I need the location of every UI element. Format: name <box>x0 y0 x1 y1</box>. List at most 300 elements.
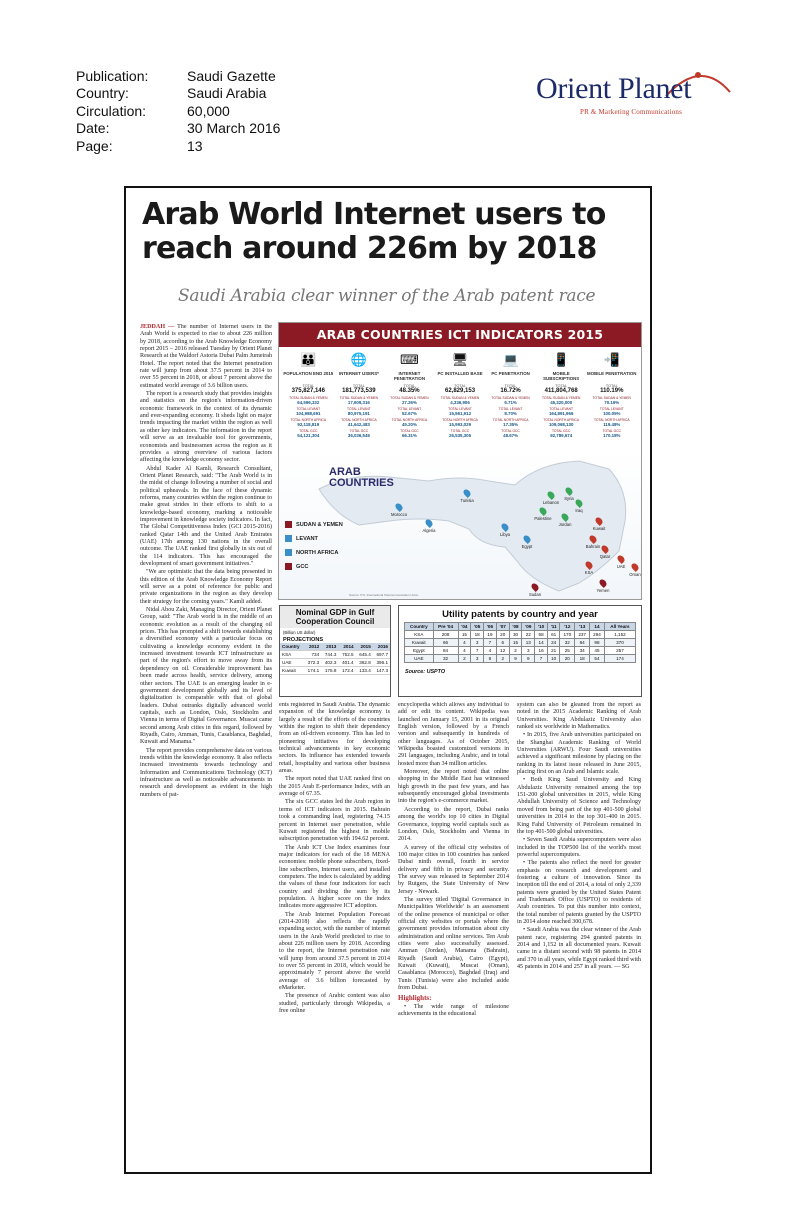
sub-label: TOTAL SUDAN & YEMEN <box>289 396 328 400</box>
sub-label: TOTAL GCC <box>299 429 318 433</box>
table-cell: 15 <box>509 639 522 647</box>
sub-label: TOTAL GCC <box>551 429 571 433</box>
map-title-line: ARAB <box>329 466 361 478</box>
sub-value: 64,596,332 <box>297 400 320 405</box>
table-cell: 32 <box>433 655 458 663</box>
map-pin-icon <box>574 498 584 508</box>
sub-label: TOTAL NORTH AFRICA <box>492 418 529 422</box>
table-cell: 84 <box>575 639 590 647</box>
sub-value: 164,891,966 <box>548 411 574 416</box>
sub-value: 26,535,305 <box>449 433 472 438</box>
paragraph: The Arab ICT Use Index examines four major indicators for each of the 18 MENA economies: mobile phone subscribers, fixed-line subscribers, Internet users, and installed computers. The index is calculated by adding the values of these four indicators for each country and dividing the sum by its population. A higher score on the index indicates more aggressive ICT adoption. <box>279 844 390 910</box>
paragraph: The report noted that UAE ranked first on the 2015 Arab E-performance Index, with an average of 67.35. <box>279 776 390 798</box>
sub-value: 92,118,819 <box>297 422 320 427</box>
paragraph: The report is a research study that provides insights and statistics on the region's information-driven economic framework in the context of its dynamic and ever-expanding economy. It sheds light on major trends impacting the market within the region as well as other key indicators. The information in the report will serve as an invaluable tool for governments, economists and businessmen across the region as it provides a strong overview of various factors affecting the knowledge economy sector. <box>140 391 272 464</box>
legend-label: LEVANT <box>296 535 318 542</box>
map-pin-icon <box>500 522 510 532</box>
smartphone-icon: 📲 <box>603 352 620 367</box>
table-cell: 12 <box>496 647 509 655</box>
country-label: Lebanon <box>542 500 560 505</box>
paragraph: "We are optimistic that the data being presented in this edition of the Arab Knowledge Economy Report will serve as a point of reference for public and private organizations in the region as they develop their strategy for the coming years." Kamli added. <box>140 569 272 605</box>
article-headline: Arab World Internet users to reach around 226m by 2018 <box>142 197 606 266</box>
map-pin-icon <box>584 560 594 570</box>
sub-label: TOTAL SUDAN & YEMEN <box>542 396 581 400</box>
table-cell: 2 <box>458 655 471 663</box>
table-cell: 98 <box>590 639 605 647</box>
table-cell: All Years <box>604 623 635 631</box>
table-cell: 3 <box>471 655 484 663</box>
table-cell: 34 <box>575 647 590 655</box>
map-pin-icon <box>560 512 570 522</box>
indicator-label: MOBILE SUBSCRIPTIONS <box>543 371 580 381</box>
table-cell: 6 <box>496 639 509 647</box>
table-cell: 2014 <box>338 643 355 651</box>
table-cell: 9 <box>509 655 522 663</box>
paragraph: The six GCC states led the Arab region in terms of ICT indicators in 2015. Bahrain took a commanding lead, registering 74.15 percent in Internet user penetration, while Kuwait registered the highest in mobile subscription penetration with 194.62 percent. <box>279 799 390 843</box>
map-pin-icon <box>522 534 532 544</box>
paragraph: Abdul Kader Al Kamli, Research Consultant, Orient Planet Research, said: "The Arab World is in the midst of change following a number of social and political upheavals. In the face of these dynamic reforms, many countries within the region continue to make great strides in their efforts to shift to a knowledge-based economy, marking a noticeable improvement in knowledge society indicators. In fact, The Global Competitiveness Index (GCI 2015-2016) ranked Qatar 14th and the United Arab Emirates (UAE) 17th among 130 nations in the overall outcome. The UAE ranked first globally in six out of the 114 indicators. This has encouraged the development of smart government initiatives." <box>140 465 272 567</box>
table-cell: 3 <box>471 639 484 647</box>
sub-value: 66.31% <box>401 433 417 438</box>
table-cell: 402.3 <box>321 659 338 667</box>
map-pin-icon <box>538 506 548 516</box>
legend-label: SUDAN & YEMEN <box>296 521 343 528</box>
publication-meta <box>76 68 280 155</box>
map-pin-icon <box>394 502 404 512</box>
sub-value: 17.35% <box>503 422 519 427</box>
map-pin-icon <box>630 562 640 572</box>
gdp-table-box <box>279 605 391 697</box>
table-cell: 752.5 <box>338 651 355 659</box>
meta-key: Country: <box>76 85 129 102</box>
total-label: TOTAL <box>302 384 315 388</box>
map-pin-egypt <box>512 535 542 549</box>
indicator-label: MOBILE PENETRATION <box>587 371 637 376</box>
table-cell: Country <box>280 643 304 651</box>
meta-value: Saudi Arabia <box>187 85 267 102</box>
legend-swatch <box>285 563 292 570</box>
sub-label: TOTAL NORTH AFRICA <box>543 418 579 422</box>
map-pin-icon <box>462 488 472 498</box>
people-icon: 👪 <box>300 352 317 367</box>
table-cell: UAE <box>405 655 434 663</box>
sub-value: 17,609,316 <box>347 400 370 405</box>
table-cell: 24 <box>547 639 559 647</box>
sub-label: TOTAL GCC <box>450 429 470 433</box>
paragraph: • The patents also reflect the need for greater emphasis on research and development and fostering a culture of innovation. Since its inception till the end of 2014, a total of only 2,339 patents were granted by the United States Patent and Trademark Office (USPTO) to residents of Arab countries. To put this number into context, the total number of patents granted by the USPTO in 2014 alone reached 300,678. <box>517 860 641 925</box>
table-cell: 4 <box>484 647 497 655</box>
table-row <box>280 667 390 675</box>
pc-icon: 💻 <box>502 352 519 367</box>
sub-label: TOTAL NORTH AFRICA <box>341 418 377 422</box>
paragraph: • The wide range of milestone achievements in the educational <box>398 1003 509 1018</box>
sub-value: 92,789,674 <box>550 433 573 438</box>
monitor-icon: 🖥 <box>451 352 469 367</box>
country-label: Oman <box>629 572 641 577</box>
table-cell: 84 <box>433 647 458 655</box>
meta-value: 60,000 <box>187 102 230 119</box>
table-row <box>405 655 636 663</box>
map-pin-tunisia <box>452 489 482 503</box>
total-value: 48.35% <box>399 388 420 394</box>
sub-label: TOTAL SUDAN & YEMEN <box>440 396 480 400</box>
sub-label: TOTAL SUDAN & YEMEN <box>390 396 429 400</box>
indicator-label: INTERNET PENETRATION <box>393 371 426 381</box>
table-cell: 2015 <box>356 643 373 651</box>
table-cell: KSA <box>280 651 304 659</box>
table-cell: 14 <box>535 639 548 647</box>
article-column-3 <box>398 702 509 1172</box>
indicator-label: INTERNET USERS* <box>338 371 379 376</box>
orient-planet-logo <box>536 66 736 126</box>
paragraph <box>140 324 272 390</box>
table-cell: 9 <box>522 655 535 663</box>
meta-row <box>76 68 280 85</box>
table-cell: 20 <box>496 631 509 639</box>
ict-indicator <box>384 351 435 438</box>
table-cell: 14 <box>590 623 605 631</box>
ict-indicator <box>485 351 536 438</box>
legend-item <box>285 535 318 542</box>
ict-indicator <box>536 351 587 438</box>
table-cell: 697.7 <box>373 651 390 659</box>
table-cell: 257 <box>604 647 635 655</box>
sub-label: TOTAL SUDAN & YEMEN <box>339 396 379 400</box>
meta-row <box>76 85 280 102</box>
www-icon: ⌨ <box>400 352 419 367</box>
sub-value: 80,975,191 <box>347 411 370 416</box>
map-pin-icon <box>564 486 574 496</box>
sub-label: TOTAL GCC <box>349 429 369 433</box>
sub-value: 36,036,549 <box>347 433 370 438</box>
map-pin-icon <box>600 544 610 554</box>
meta-key: Circulation: <box>76 102 147 119</box>
total-value: 16.72% <box>500 388 521 394</box>
total-value: 181,773,539 <box>342 388 376 394</box>
table-cell: 18 <box>575 655 590 663</box>
table-cell: 20 <box>560 655 575 663</box>
table-cell: 61 <box>547 631 559 639</box>
legend-item <box>285 521 343 528</box>
map-pin-icon <box>530 582 540 592</box>
table-cell: 294 <box>590 631 605 639</box>
map-pin-icon <box>588 534 598 544</box>
map-pin-morocco <box>384 503 414 517</box>
table-cell: Pre '04 <box>433 623 458 631</box>
map-pin-ksa <box>574 561 604 575</box>
map-pin-icon <box>424 518 434 528</box>
total-label: TOTAL <box>454 384 466 388</box>
paragraph: encyclopedia which allows any individual to add or edit its content. Wikipedia was launched on January 15, 2001 in its original English version, followed by a French version and subsequently in hundreds of other languages. As of October 2015, Wikipedia boasted customized versions in 291 languages, including Arabic, and in total hosted more than 34 million articles. <box>398 702 509 767</box>
sub-value: 8.70% <box>504 411 517 416</box>
legend-swatch <box>285 521 292 528</box>
article-column-2 <box>279 702 390 1172</box>
paragraph: A survey of the official city websites of 100 major cities in 100 countries has ranked Dubai ninth overall, fourth in service delivery and fifth in privacy and security. The survey was released in September 2014 by Rutgers, the State University of New Jersey - Newark. <box>398 844 509 895</box>
gdp-title: Nominal GDP in Gulf Cooperation Council <box>280 606 390 628</box>
table-row <box>280 659 390 667</box>
sub-value: 45,320,000 <box>550 400 573 405</box>
table-cell: '10 <box>535 623 548 631</box>
article-subhead: Saudi Arabia clear winner of the Arab patent race <box>178 286 596 306</box>
table-cell: 18 <box>471 631 484 639</box>
table-row <box>405 631 636 639</box>
country-label: UAE <box>616 564 626 569</box>
table-cell: 2013 <box>321 643 338 651</box>
table-cell: 174 <box>604 655 635 663</box>
logo-name: Orient Planet <box>536 72 692 105</box>
table-cell: 13 <box>522 639 535 647</box>
paragraph: Moreover, the report noted that online shopping in the Middle East has witnessed high growth in the past few years, and has subsequently encouraged global investments into the region's e-commerce market. <box>398 769 509 805</box>
legend-item <box>285 549 338 556</box>
total-label: TOTAL <box>352 384 365 388</box>
newspaper-clipping <box>124 186 652 1174</box>
table-cell: 2 <box>496 655 509 663</box>
table-cell: 734 <box>304 651 321 659</box>
table-cell: 8 <box>484 655 497 663</box>
table-cell: 25 <box>560 647 575 655</box>
paragraph: ents registered in Saudi Arabia. The dynamic expansion of the knowledge economy is largely a result of the efforts of the countries within the region to shift their dependency from an oil-driven economy. This has led to pioneering initiatives for developing technical advancements in key economic sectors. Its influence has extended towards retail, hospitality and various other business areas. <box>279 702 390 775</box>
sub-label: TOTAL LEVANT <box>498 407 523 411</box>
table-cell: 1,152 <box>604 631 635 639</box>
country-label: Egypt <box>521 544 533 549</box>
indicator-label: PC PENETRATION <box>491 371 530 376</box>
country-label: Kuwait <box>592 526 606 531</box>
table-cell: '04 <box>458 623 471 631</box>
map-pin-icon <box>598 578 608 588</box>
table-cell: 172.4 <box>338 667 355 675</box>
table-row <box>405 639 636 647</box>
meta-value: 30 March 2016 <box>187 120 281 137</box>
table-cell: 15 <box>458 631 471 639</box>
table-header-row <box>405 623 636 631</box>
country-label: Palestine <box>534 516 552 521</box>
country-label: Qatar <box>599 554 611 559</box>
country-label: Iraq <box>575 508 583 513</box>
globe-icon: 🌐 <box>350 352 367 367</box>
table-row <box>280 651 390 659</box>
table-cell: 744.3 <box>321 651 338 659</box>
paragraph: According to the report, Dubai ranks among the world's top 10 cities in Digital Governance, topping world capitals such as London, Oslo, Stockholm and Vienna in 2014. <box>398 806 509 843</box>
country-label: Bahrain <box>585 544 601 549</box>
map-pin-jordan <box>550 513 580 527</box>
map-pin-algeria <box>414 519 444 533</box>
table-cell: '09 <box>522 623 535 631</box>
country-label: Syria <box>564 496 574 501</box>
total-label: TOTAL <box>555 384 568 388</box>
legend-item <box>285 563 308 570</box>
paragraph: system can also be gleaned from the report as noted in the 2015 Academic Ranking of Arab Universities. King Abdulaziz University also ranked six worldwide in Mathematics. <box>517 702 641 731</box>
table-cell: 66 <box>433 639 458 647</box>
legend-swatch <box>285 535 292 542</box>
paragraph: Nidal Abou Zaki, Managing Director, Orient Planet Group, said: "The Arab world is in the middle of an economic evolution as a result of the changing oil prices. This has prompted a shift towards establishing a diversified economy with a particular focus on cultivating a knowledge economy evident in the increased investment towards ICT infrastructure as part of the region's effort to move away from its dependency on oil. Considerable improvement has been made across health, service delivery, among other sectors. The UAE is an emerging leader in e-government development globally and its level of digitalization is comparable with that of global leaders. Dubai outranks digitally advanced world capitals, such as London, Oslo, Stockholm and Vienna in terms of Digital Governance. Muscat came second among Arab cities in this regard, followed by Riyadh, Cairo, Amman, Tunis, Casablanca, Baghdad, Kuwait and Manama." <box>140 607 272 746</box>
sub-value: 15,961,912 <box>449 411 472 416</box>
table-cell: '11 <box>547 623 559 631</box>
ict-indicators-infographic <box>278 322 642 600</box>
paragraph: • Both King Saud University and King Abdulaziz University remained among the top 151-200 global universities in 2015, while King Abdullah University of Science and Technology moved from being part of the top 401-500 global universities in 2014 to the top 301-400 in 2015. King Fahd University of Petroleum remained in the top 401-500 global universities. <box>517 777 641 835</box>
ict-indicator <box>283 351 334 438</box>
table-cell: 362.8 <box>356 659 373 667</box>
logo-tagline: PR & Marketing Communications <box>580 108 683 116</box>
sub-value: 70.16% <box>604 400 620 405</box>
paragraph: The report provides comprehensive data on various trends within the knowledge economy. It also reflects increased investments towards technology and Information and Communications Technology (ICT) infrastructure as well as noticeable advancements in research and development as evident in the high numbers of pat- <box>140 747 272 798</box>
table-cell: 7 <box>484 639 497 647</box>
table-cell: '05 <box>471 623 484 631</box>
total-value: 110.19% <box>600 388 624 394</box>
meta-row <box>76 120 280 137</box>
meta-key: Page: <box>76 137 113 154</box>
sub-value: 48.67% <box>503 433 519 438</box>
table-cell: 237 <box>575 631 590 639</box>
table-cell: 30 <box>509 631 522 639</box>
table-cell: KSA <box>405 631 434 639</box>
article-column-4 <box>517 702 641 1172</box>
sub-value: 6.71% <box>504 400 517 405</box>
table-cell: 2016 <box>373 643 390 651</box>
table-cell: '12 <box>560 623 575 631</box>
map-pin-kuwait <box>584 517 614 531</box>
table-cell: 10 <box>547 655 559 663</box>
table-cell: 174.1 <box>304 667 321 675</box>
legend-swatch <box>285 549 292 556</box>
table-cell: '13 <box>575 623 590 631</box>
table-cell: 208 <box>433 631 458 639</box>
patents-title: Utility patents by country and year <box>442 609 598 620</box>
table-cell: 645.4 <box>356 651 373 659</box>
table-cell: 170 <box>560 631 575 639</box>
paragraph: The Arab Internet Population Forecast (2014-2018) also reflects the rapidly expanding sector, with the number of internet users in the Arab World predicted to rise to about 226 million users by 2018. According to the report, the Internet penetration rate will jump from around 37.5 percent in 2014 to over 55 percent in 2018, which would be approximately 7 percent above the world average of 3.6 billion forecasted by eMarketer. <box>279 911 390 992</box>
paragraph: • Seven Saudi Arabia supercomputers were also included in the TOP500 list of the world's most powerful supercomputers. <box>517 837 641 858</box>
country-label: Sudan <box>528 592 542 597</box>
table-cell: 2012 <box>304 643 321 651</box>
sub-value: 104,988,691 <box>296 411 321 416</box>
table-cell: 45 <box>590 647 605 655</box>
meta-key: Date: <box>76 120 110 137</box>
ict-indicator-row <box>279 347 641 438</box>
meta-key: Publication: <box>76 68 149 84</box>
table-cell: 372.3 <box>304 659 321 667</box>
map-title-line: COUNTRIES <box>329 477 394 489</box>
paragraph: • In 2015, five Arab universities participated on the Shanghai Academic Ranking of World Universities (ARWU). Four Saudi universities achieved a significant milestone by placing on the ranking in its latest issue released in June 2015, placing first on an Arab and Islamic scale. <box>517 732 641 776</box>
table-cell: Kuwait <box>405 639 434 647</box>
sub-value: 15,993,029 <box>449 422 472 427</box>
sub-label: TOTAL LEVANT <box>296 407 321 411</box>
paragraph: The survey titled 'Digital Governance in Municipalities Worldwide' is an assessment of the online presence of municipal or other official city websites or portals where the government provides information about city administration and online services. Ten Arab cities were also successfully assessed. Amman (Jordan), Manama (Bahrain), Riyadh (Saudi Arabia), Cairo (Egypt), Kuwait (Kuwait), Muscat (Oman), Casablanca (Morocco), Baghdad (Iraq) and Tunis (Tunisia) were also included aside from Dubai. <box>398 896 509 992</box>
table-cell: 133.4 <box>356 667 373 675</box>
legend-label: GCC <box>296 563 309 570</box>
meta-value: Saudi Gazette <box>187 68 276 84</box>
indicator-label: PC INSTALLED BASE <box>437 371 483 376</box>
sub-label: TOTAL SUDAN & YEMEN <box>592 396 631 400</box>
country-label: Yemen <box>596 588 610 593</box>
patents-source: Source: USPTO <box>405 669 446 675</box>
table-cell: 58 <box>535 631 548 639</box>
gdp-unit: (Billion US dollar) <box>283 630 316 635</box>
patents-table <box>404 622 636 663</box>
sub-label: TOTAL NORTH AFRICA <box>442 418 478 422</box>
table-cell: 19 <box>484 631 497 639</box>
patents-table-box <box>398 605 642 697</box>
total-value: 411,804,768 <box>544 388 578 394</box>
sub-value: 119.48% <box>603 422 621 427</box>
table-cell: 32 <box>560 639 575 647</box>
country-label: Tunisia <box>460 498 474 503</box>
table-cell: '07 <box>496 623 509 631</box>
table-cell: 54 <box>590 655 605 663</box>
sub-value: 4,336,906 <box>450 400 470 405</box>
table-cell: 175.8 <box>321 667 338 675</box>
table-cell: 21 <box>547 647 559 655</box>
map-pin-icon <box>594 516 604 526</box>
sub-label: TOTAL LEVANT <box>397 407 422 411</box>
sub-value: 45.20% <box>401 422 417 427</box>
table-cell: '08 <box>509 623 522 631</box>
sub-label: TOTAL GCC <box>400 429 419 433</box>
total-value: 62,829,153 <box>445 388 476 394</box>
total-value: 375,827,146 <box>291 388 325 394</box>
country-label: Algeria <box>422 528 436 533</box>
table-cell: 4 <box>458 639 471 647</box>
paragraph: • Saudi Arabia was the clear winner of the Arab patent race, registering 294 granted patents in 2014 and 1,152 in all documented years. Kuwait came in a distant second with 98 patents in 2014 and 370 in all years, while Egypt ranked third with 45 patents in 2014 and 257 in all years. — SG <box>517 927 641 971</box>
ict-indicator <box>586 351 637 438</box>
sub-label: TOTAL GCC <box>501 429 520 433</box>
sub-label: TOTAL LEVANT <box>347 407 371 411</box>
ict-indicator <box>334 351 385 438</box>
table-cell: Country <box>405 623 434 631</box>
sub-value: 100.05% <box>603 411 621 416</box>
country-label: Morocco <box>390 512 408 517</box>
table-cell: 147.3 <box>373 667 390 675</box>
table-cell: 16 <box>535 647 548 655</box>
map-pin-yemen <box>588 579 618 593</box>
map-title <box>329 467 394 489</box>
country-label: Libya <box>499 532 510 537</box>
table-cell: Kuwait <box>280 667 304 675</box>
table-cell: 7 <box>471 647 484 655</box>
article-column-1 <box>140 324 272 1172</box>
arab-countries-map <box>279 451 642 600</box>
indicator-label: POPULATION END 2015 <box>283 371 334 376</box>
gdp-table <box>280 643 390 675</box>
sub-label: TOTAL SUDAN & YEMEN <box>491 396 530 400</box>
meta-row <box>76 103 280 120</box>
dateline: JEDDAH — <box>140 324 175 330</box>
paragraph: The presence of Arabic content was also studied, particularly through Wikipedia, a free online <box>279 993 390 1015</box>
table-header-row <box>280 643 390 651</box>
table-cell: 22 <box>522 631 535 639</box>
map-pin-sudan <box>520 583 550 597</box>
mobile-icon: 📱 <box>553 352 570 367</box>
paragraph-text: The number of Internet users in the Arab World is expected to rise to about 226 million by 2018, according to the Arab Knowledge Economy report 2015 – 2016 released Tuesday by Orient Planet Research at the Waldorf Astoria Dubai Palm Jumeirah Hotel. The report noted that the Internet penetration rate will jump from about 37.5 percent in 2014 to over 55 percent in 2018, or about 7 percent above the estimated world average of 3.6 billion users. <box>140 324 272 389</box>
sub-value: 27.26% <box>401 400 417 405</box>
legend-label: NORTH AFRICA <box>296 549 339 556</box>
table-row <box>405 647 636 655</box>
gdp-projections-label: PROJECTIONS <box>283 637 324 643</box>
meta-row <box>76 138 280 155</box>
sub-label: TOTAL NORTH AFRICA <box>290 418 327 422</box>
sub-value: 54,121,304 <box>297 433 320 438</box>
table-cell: 370 <box>604 639 635 647</box>
sub-label: TOTAL LEVANT <box>599 407 624 411</box>
map-pin-iraq <box>564 499 594 513</box>
sub-label: TOTAL LEVANT <box>549 407 574 411</box>
table-cell: Egypt <box>405 647 434 655</box>
sub-value: 52.67% <box>401 411 417 416</box>
table-cell: 7 <box>535 655 548 663</box>
meta-value: 13 <box>187 137 203 154</box>
highlights-heading: Highlights: <box>398 994 432 1003</box>
sub-label: TOTAL NORTH AFRICA <box>593 418 630 422</box>
total-label: TOTAL <box>605 384 618 388</box>
